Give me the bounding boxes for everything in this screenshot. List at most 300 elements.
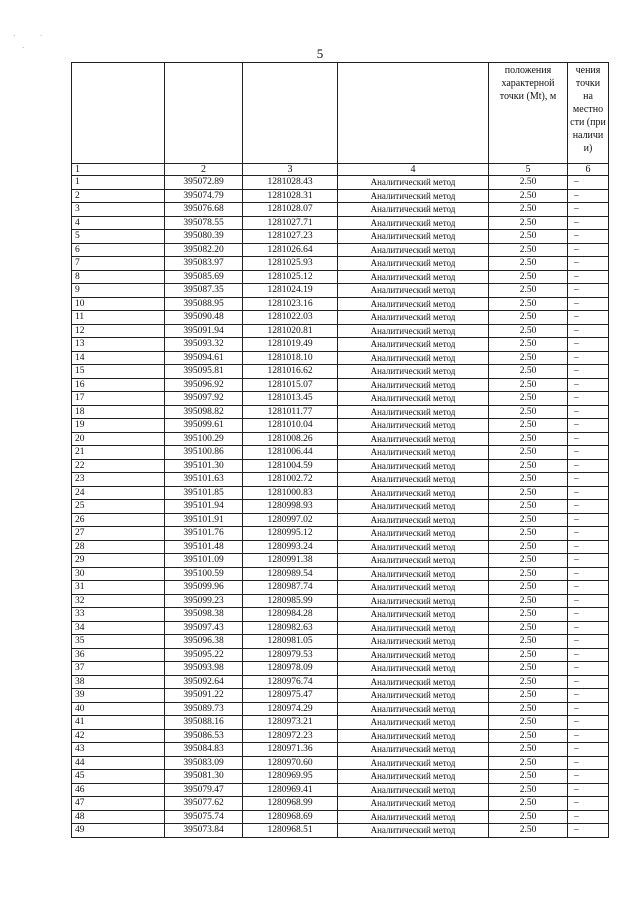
y-coordinate-cell: 1280995.12 <box>243 527 338 541</box>
method-cell: Аналитический метод <box>338 243 489 257</box>
point-number-cell: 14 <box>72 351 165 365</box>
y-coordinate-cell: 1280974.29 <box>243 702 338 716</box>
precision-cell: 2.50 <box>489 621 568 635</box>
description-cell: – <box>568 797 609 811</box>
method-cell: Аналитический метод <box>338 351 489 365</box>
description-cell: – <box>568 756 609 770</box>
x-coordinate-cell: 395073.84 <box>165 824 243 838</box>
table-row <box>72 392 609 406</box>
precision-cell: 2.50 <box>489 203 568 217</box>
precision-cell: 2.50 <box>489 284 568 298</box>
description-cell: – <box>568 675 609 689</box>
table-row <box>72 567 609 581</box>
y-coordinate-cell: 1280991.38 <box>243 554 338 568</box>
precision-cell: 2.50 <box>489 419 568 433</box>
table-row <box>72 594 609 608</box>
x-coordinate-cell: 395101.76 <box>165 527 243 541</box>
table-row <box>72 540 609 554</box>
precision-cell: 2.50 <box>489 554 568 568</box>
method-cell: Аналитический метод <box>338 432 489 446</box>
table-row <box>72 770 609 784</box>
x-coordinate-cell: 395091.94 <box>165 324 243 338</box>
method-cell: Аналитический метод <box>338 311 489 325</box>
description-cell: – <box>568 581 609 595</box>
x-coordinate-cell: 395076.68 <box>165 203 243 217</box>
x-coordinate-cell: 395100.86 <box>165 446 243 460</box>
method-cell: Аналитический метод <box>338 486 489 500</box>
point-number-cell: 33 <box>72 608 165 622</box>
y-coordinate-cell: 1280968.69 <box>243 810 338 824</box>
point-number-cell: 36 <box>72 648 165 662</box>
description-cell: – <box>568 594 609 608</box>
x-coordinate-cell: 395101.91 <box>165 513 243 527</box>
point-number-cell: 48 <box>72 810 165 824</box>
table-row <box>72 230 609 244</box>
table-row <box>72 176 609 190</box>
precision-cell: 2.50 <box>489 783 568 797</box>
column-number: 2 <box>165 164 243 176</box>
table-row <box>72 608 609 622</box>
description-cell: – <box>568 540 609 554</box>
table-row <box>72 500 609 514</box>
description-cell: – <box>568 459 609 473</box>
precision-cell: 2.50 <box>489 338 568 352</box>
x-coordinate-cell: 395092.64 <box>165 675 243 689</box>
point-number-cell: 8 <box>72 270 165 284</box>
x-coordinate-cell: 395101.48 <box>165 540 243 554</box>
precision-cell: 2.50 <box>489 486 568 500</box>
table-row <box>72 810 609 824</box>
method-cell: Аналитический метод <box>338 729 489 743</box>
y-coordinate-cell: 1281027.71 <box>243 216 338 230</box>
y-coordinate-cell: 1280968.51 <box>243 824 338 838</box>
point-number-cell: 46 <box>72 783 165 797</box>
x-coordinate-cell: 395101.09 <box>165 554 243 568</box>
y-coordinate-cell: 1281026.64 <box>243 243 338 257</box>
table-row <box>72 270 609 284</box>
x-coordinate-cell: 395083.97 <box>165 257 243 271</box>
method-cell: Аналитический метод <box>338 324 489 338</box>
description-cell: – <box>568 189 609 203</box>
precision-cell: 2.50 <box>489 257 568 271</box>
x-coordinate-cell: 395090.48 <box>165 311 243 325</box>
y-coordinate-cell: 1281023.16 <box>243 297 338 311</box>
x-coordinate-cell: 395091.22 <box>165 689 243 703</box>
point-number-cell: 12 <box>72 324 165 338</box>
description-cell: – <box>568 621 609 635</box>
x-coordinate-cell: 395080.39 <box>165 230 243 244</box>
precision-cell: 2.50 <box>489 189 568 203</box>
scan-speck: · <box>40 32 43 40</box>
method-cell: Аналитический метод <box>338 621 489 635</box>
y-coordinate-cell: 1281028.43 <box>243 176 338 190</box>
description-cell: – <box>568 783 609 797</box>
table-row <box>72 743 609 757</box>
y-coordinate-cell: 1281027.23 <box>243 230 338 244</box>
x-coordinate-cell: 395097.92 <box>165 392 243 406</box>
x-coordinate-cell: 395084.83 <box>165 743 243 757</box>
method-cell: Аналитический метод <box>338 770 489 784</box>
method-cell: Аналитический метод <box>338 689 489 703</box>
y-coordinate-cell: 1281028.31 <box>243 189 338 203</box>
method-cell: Аналитический метод <box>338 203 489 217</box>
description-cell: – <box>568 338 609 352</box>
table-row <box>72 486 609 500</box>
precision-cell: 2.50 <box>489 675 568 689</box>
point-number-cell: 17 <box>72 392 165 406</box>
point-number-cell: 29 <box>72 554 165 568</box>
table-row <box>72 729 609 743</box>
precision-cell: 2.50 <box>489 297 568 311</box>
x-coordinate-cell: 395099.96 <box>165 581 243 595</box>
y-coordinate-cell: 1281025.12 <box>243 270 338 284</box>
method-cell: Аналитический метод <box>338 189 489 203</box>
x-coordinate-cell: 395099.61 <box>165 419 243 433</box>
table-row <box>72 284 609 298</box>
description-cell: – <box>568 392 609 406</box>
precision-cell: 2.50 <box>489 405 568 419</box>
point-number-cell: 26 <box>72 513 165 527</box>
table-row <box>72 716 609 730</box>
precision-cell: 2.50 <box>489 216 568 230</box>
point-number-cell: 27 <box>72 527 165 541</box>
description-cell: – <box>568 689 609 703</box>
point-number-cell: 40 <box>72 702 165 716</box>
precision-cell: 2.50 <box>489 311 568 325</box>
method-cell: Аналитический метод <box>338 567 489 581</box>
header-cell-2 <box>165 63 243 164</box>
description-cell: – <box>568 486 609 500</box>
precision-cell: 2.50 <box>489 716 568 730</box>
y-coordinate-cell: 1281008.26 <box>243 432 338 446</box>
header-row <box>72 63 609 164</box>
x-coordinate-cell: 395087.35 <box>165 284 243 298</box>
description-cell: – <box>568 500 609 514</box>
x-coordinate-cell: 395094.61 <box>165 351 243 365</box>
method-cell: Аналитический метод <box>338 594 489 608</box>
y-coordinate-cell: 1281000.83 <box>243 486 338 500</box>
y-coordinate-cell: 1280997.02 <box>243 513 338 527</box>
x-coordinate-cell: 395093.98 <box>165 662 243 676</box>
method-cell: Аналитический метод <box>338 338 489 352</box>
precision-cell: 2.50 <box>489 243 568 257</box>
precision-cell: 2.50 <box>489 540 568 554</box>
method-cell: Аналитический метод <box>338 635 489 649</box>
x-coordinate-cell: 395101.85 <box>165 486 243 500</box>
precision-cell: 2.50 <box>489 743 568 757</box>
precision-cell: 2.50 <box>489 594 568 608</box>
description-cell: – <box>568 608 609 622</box>
description-cell: – <box>568 770 609 784</box>
scan-speck: · <box>13 32 16 40</box>
precision-cell: 2.50 <box>489 689 568 703</box>
point-number-cell: 18 <box>72 405 165 419</box>
x-coordinate-cell: 395075.74 <box>165 810 243 824</box>
y-coordinate-cell: 1280979.53 <box>243 648 338 662</box>
description-cell: – <box>568 648 609 662</box>
method-cell: Аналитический метод <box>338 540 489 554</box>
method-cell: Аналитический метод <box>338 446 489 460</box>
point-number-cell: 38 <box>72 675 165 689</box>
description-cell: – <box>568 257 609 271</box>
method-cell: Аналитический метод <box>338 513 489 527</box>
description-cell: – <box>568 297 609 311</box>
x-coordinate-cell: 395081.30 <box>165 770 243 784</box>
point-number-cell: 5 <box>72 230 165 244</box>
x-coordinate-cell: 395085.69 <box>165 270 243 284</box>
y-coordinate-cell: 1280969.41 <box>243 783 338 797</box>
page-number: 5 <box>316 46 324 61</box>
table-row <box>72 783 609 797</box>
header-cell-3 <box>243 63 338 164</box>
point-number-cell: 47 <box>72 797 165 811</box>
y-coordinate-cell: 1281004.59 <box>243 459 338 473</box>
table-row <box>72 473 609 487</box>
y-coordinate-cell: 1281025.93 <box>243 257 338 271</box>
x-coordinate-cell: 395095.81 <box>165 365 243 379</box>
precision-cell: 2.50 <box>489 351 568 365</box>
point-number-cell: 3 <box>72 203 165 217</box>
description-cell: – <box>568 405 609 419</box>
point-number-cell: 28 <box>72 540 165 554</box>
description-cell: – <box>568 567 609 581</box>
x-coordinate-cell: 395074.79 <box>165 189 243 203</box>
precision-cell: 2.50 <box>489 324 568 338</box>
coordinates-table <box>71 62 609 838</box>
x-coordinate-cell: 395098.38 <box>165 608 243 622</box>
point-number-cell: 2 <box>72 189 165 203</box>
y-coordinate-cell: 1281028.07 <box>243 203 338 217</box>
x-coordinate-cell: 395088.16 <box>165 716 243 730</box>
column-number-row <box>72 164 609 176</box>
point-number-cell: 30 <box>72 567 165 581</box>
x-coordinate-cell: 395101.63 <box>165 473 243 487</box>
y-coordinate-cell: 1281016.62 <box>243 365 338 379</box>
header-cell-4 <box>338 63 489 164</box>
description-cell: – <box>568 324 609 338</box>
precision-cell: 2.50 <box>489 608 568 622</box>
point-number-cell: 35 <box>72 635 165 649</box>
x-coordinate-cell: 395101.94 <box>165 500 243 514</box>
point-number-cell: 1 <box>72 176 165 190</box>
description-cell: – <box>568 216 609 230</box>
table-row <box>72 432 609 446</box>
y-coordinate-cell: 1280982.63 <box>243 621 338 635</box>
point-number-cell: 39 <box>72 689 165 703</box>
y-coordinate-cell: 1280985.99 <box>243 594 338 608</box>
y-coordinate-cell: 1281002.72 <box>243 473 338 487</box>
precision-cell: 2.50 <box>489 176 568 190</box>
point-number-cell: 42 <box>72 729 165 743</box>
y-coordinate-cell: 1281015.07 <box>243 378 338 392</box>
method-cell: Аналитический метод <box>338 405 489 419</box>
method-cell: Аналитический метод <box>338 824 489 838</box>
column-number: 1 <box>72 164 165 176</box>
description-cell: – <box>568 743 609 757</box>
y-coordinate-cell: 1280969.95 <box>243 770 338 784</box>
description-cell: – <box>568 527 609 541</box>
method-cell: Аналитический метод <box>338 378 489 392</box>
precision-cell: 2.50 <box>489 567 568 581</box>
description-cell: – <box>568 230 609 244</box>
point-number-cell: 44 <box>72 756 165 770</box>
table-row <box>72 702 609 716</box>
x-coordinate-cell: 395079.47 <box>165 783 243 797</box>
method-cell: Аналитический метод <box>338 702 489 716</box>
table-row <box>72 365 609 379</box>
method-cell: Аналитический метод <box>338 756 489 770</box>
point-number-cell: 22 <box>72 459 165 473</box>
description-cell: – <box>568 554 609 568</box>
y-coordinate-cell: 1281006.44 <box>243 446 338 460</box>
point-number-cell: 7 <box>72 257 165 271</box>
method-cell: Аналитический метод <box>338 459 489 473</box>
table-row <box>72 797 609 811</box>
x-coordinate-cell: 395082.20 <box>165 243 243 257</box>
precision-cell: 2.50 <box>489 824 568 838</box>
x-coordinate-cell: 395083.09 <box>165 756 243 770</box>
x-coordinate-cell: 395078.55 <box>165 216 243 230</box>
x-coordinate-cell: 395096.38 <box>165 635 243 649</box>
method-cell: Аналитический метод <box>338 216 489 230</box>
x-coordinate-cell: 395077.62 <box>165 797 243 811</box>
y-coordinate-cell: 1280987.74 <box>243 581 338 595</box>
y-coordinate-cell: 1281018.10 <box>243 351 338 365</box>
x-coordinate-cell: 395101.30 <box>165 459 243 473</box>
table-row <box>72 378 609 392</box>
table-row <box>72 581 609 595</box>
precision-cell: 2.50 <box>489 473 568 487</box>
description-cell: – <box>568 284 609 298</box>
description-cell: – <box>568 810 609 824</box>
table-row <box>72 648 609 662</box>
point-number-cell: 13 <box>72 338 165 352</box>
precision-cell: 2.50 <box>489 392 568 406</box>
point-number-cell: 6 <box>72 243 165 257</box>
x-coordinate-cell: 395095.22 <box>165 648 243 662</box>
column-number: 4 <box>338 164 489 176</box>
precision-cell: 2.50 <box>489 513 568 527</box>
y-coordinate-cell: 1281020.81 <box>243 324 338 338</box>
scan-speck: · <box>22 44 25 52</box>
method-cell: Аналитический метод <box>338 675 489 689</box>
header-cell-description: чения точки на местно сти (при наличи и) <box>568 63 609 164</box>
method-cell: Аналитический метод <box>338 648 489 662</box>
description-cell: – <box>568 351 609 365</box>
point-number-cell: 49 <box>72 824 165 838</box>
precision-cell: 2.50 <box>489 756 568 770</box>
method-cell: Аналитический метод <box>338 392 489 406</box>
table-row <box>72 203 609 217</box>
point-number-cell: 32 <box>72 594 165 608</box>
table-row <box>72 513 609 527</box>
precision-cell: 2.50 <box>489 378 568 392</box>
y-coordinate-cell: 1281019.49 <box>243 338 338 352</box>
point-number-cell: 9 <box>72 284 165 298</box>
method-cell: Аналитический метод <box>338 500 489 514</box>
description-cell: – <box>568 716 609 730</box>
header-cell-precision: положения характерной точки (Mt), м <box>489 63 568 164</box>
method-cell: Аналитический метод <box>338 810 489 824</box>
y-coordinate-cell: 1281013.45 <box>243 392 338 406</box>
x-coordinate-cell: 395096.92 <box>165 378 243 392</box>
method-cell: Аналитический метод <box>338 554 489 568</box>
y-coordinate-cell: 1281011.77 <box>243 405 338 419</box>
description-cell: – <box>568 176 609 190</box>
x-coordinate-cell: 395086.53 <box>165 729 243 743</box>
table-row <box>72 189 609 203</box>
method-cell: Аналитический метод <box>338 662 489 676</box>
method-cell: Аналитический метод <box>338 743 489 757</box>
table-row <box>72 311 609 325</box>
table-row <box>72 459 609 473</box>
x-coordinate-cell: 395089.73 <box>165 702 243 716</box>
table-row <box>72 635 609 649</box>
description-cell: – <box>568 824 609 838</box>
y-coordinate-cell: 1280975.47 <box>243 689 338 703</box>
table-row <box>72 419 609 433</box>
y-coordinate-cell: 1280984.28 <box>243 608 338 622</box>
y-coordinate-cell: 1280970.60 <box>243 756 338 770</box>
description-cell: – <box>568 662 609 676</box>
precision-cell: 2.50 <box>489 527 568 541</box>
x-coordinate-cell: 395099.23 <box>165 594 243 608</box>
x-coordinate-cell: 395098.82 <box>165 405 243 419</box>
precision-cell: 2.50 <box>489 432 568 446</box>
point-number-cell: 23 <box>72 473 165 487</box>
description-cell: – <box>568 270 609 284</box>
table-row <box>72 446 609 460</box>
method-cell: Аналитический метод <box>338 716 489 730</box>
table-row <box>72 351 609 365</box>
description-cell: – <box>568 473 609 487</box>
point-number-cell: 20 <box>72 432 165 446</box>
x-coordinate-cell: 395088.95 <box>165 297 243 311</box>
y-coordinate-cell: 1280998.93 <box>243 500 338 514</box>
precision-cell: 2.50 <box>489 810 568 824</box>
y-coordinate-cell: 1281010.04 <box>243 419 338 433</box>
y-coordinate-cell: 1280993.24 <box>243 540 338 554</box>
table-row <box>72 297 609 311</box>
table-row <box>72 689 609 703</box>
point-number-cell: 15 <box>72 365 165 379</box>
precision-cell: 2.50 <box>489 459 568 473</box>
method-cell: Аналитический метод <box>338 230 489 244</box>
precision-cell: 2.50 <box>489 662 568 676</box>
point-number-cell: 45 <box>72 770 165 784</box>
description-cell: – <box>568 311 609 325</box>
method-cell: Аналитический метод <box>338 297 489 311</box>
description-cell: – <box>568 513 609 527</box>
table-row <box>72 662 609 676</box>
precision-cell: 2.50 <box>489 702 568 716</box>
x-coordinate-cell: 395093.32 <box>165 338 243 352</box>
description-cell: – <box>568 635 609 649</box>
x-coordinate-cell: 395097.43 <box>165 621 243 635</box>
description-cell: – <box>568 365 609 379</box>
method-cell: Аналитический метод <box>338 284 489 298</box>
table-row <box>72 216 609 230</box>
y-coordinate-cell: 1281022.03 <box>243 311 338 325</box>
column-number: 6 <box>568 164 609 176</box>
y-coordinate-cell: 1280978.09 <box>243 662 338 676</box>
point-number-cell: 43 <box>72 743 165 757</box>
method-cell: Аналитический метод <box>338 608 489 622</box>
table-row <box>72 338 609 352</box>
precision-cell: 2.50 <box>489 635 568 649</box>
point-number-cell: 11 <box>72 311 165 325</box>
point-number-cell: 31 <box>72 581 165 595</box>
